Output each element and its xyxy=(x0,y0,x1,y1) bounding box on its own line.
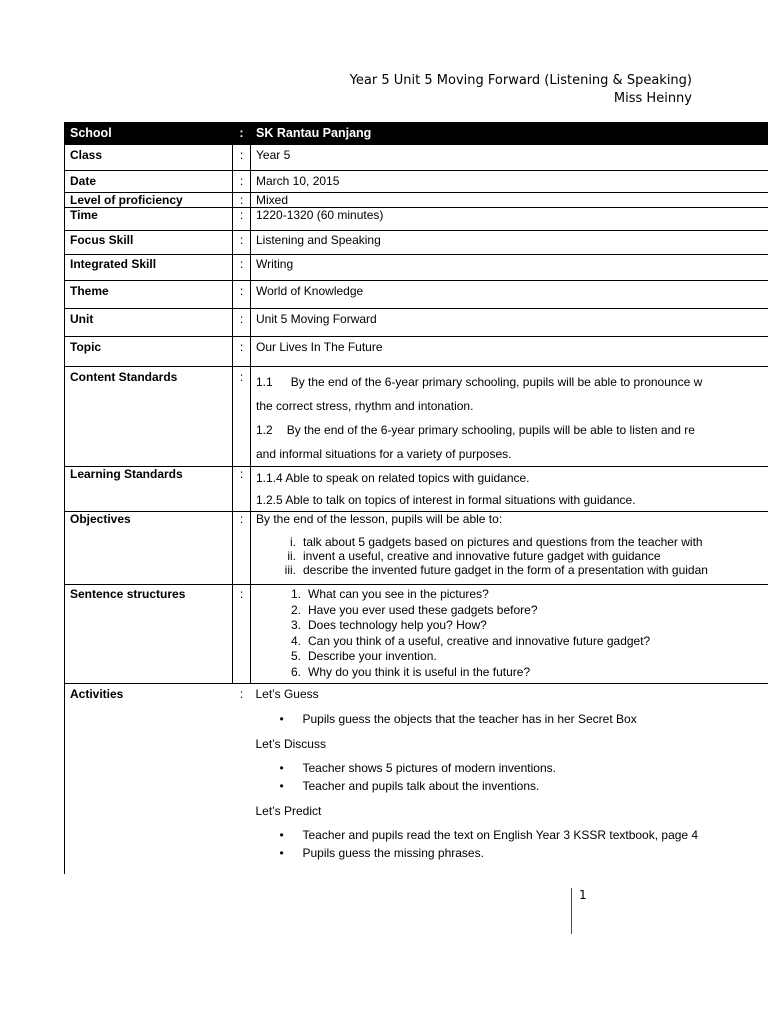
content-standard-item xyxy=(256,370,768,394)
activity-text: Teacher and pupils read the text on English Year 3 KSSR textbook, page 4 xyxy=(302,828,699,842)
document-header xyxy=(350,72,692,108)
row-colon: : xyxy=(233,684,251,874)
objectives-intro: By the end of the lesson, pupils will be able to: xyxy=(256,512,503,526)
list-marker: 2. xyxy=(290,602,301,617)
school-value: SK Rantau Panjang xyxy=(251,123,768,145)
standard-text-continued: the correct stress, rhythm and intonation. xyxy=(256,399,474,413)
activity-discuss-list xyxy=(256,759,768,795)
topic-value: Our Lives In The Future xyxy=(251,337,768,367)
row-colon: : xyxy=(233,171,251,193)
activity-guess-title: Let’s Guess xyxy=(255,687,319,701)
learning-standard-item: 1.1.4 Able to speak on related topics with guidance. xyxy=(256,471,530,485)
activity-text: Teacher and pupils talk about the inventions. xyxy=(302,779,540,793)
row-integrated-skill xyxy=(65,255,768,281)
bullet-icon: • xyxy=(279,712,284,726)
list-item xyxy=(256,665,768,681)
list-marker: 6. xyxy=(290,664,301,679)
focus-skill-value: Listening and Speaking xyxy=(251,231,768,255)
learning-standards-value xyxy=(251,467,768,512)
row-colon: : xyxy=(233,255,251,281)
row-colon: : xyxy=(233,123,251,145)
bullet-icon: • xyxy=(279,846,284,860)
unit-value: Unit 5 Moving Forward xyxy=(251,309,768,337)
sentence-text: Describe your invention. xyxy=(308,649,437,663)
row-label: Objectives xyxy=(65,512,233,585)
standard-text: By the end of the 6-year primary schooling, pupils will be able to listen and re xyxy=(286,423,695,437)
list-marker: 1. xyxy=(290,587,301,601)
list-marker: 4. xyxy=(290,633,301,648)
list-item xyxy=(256,563,768,577)
row-colon: : xyxy=(233,231,251,255)
row-objectives xyxy=(65,512,768,585)
row-learning-standards xyxy=(65,467,768,512)
row-label: School xyxy=(65,123,233,145)
list-item xyxy=(256,844,768,862)
bullet-icon: • xyxy=(279,761,284,775)
sentence-text: Why do you think it is useful in the future? xyxy=(308,664,531,679)
row-label: Topic xyxy=(65,337,233,367)
list-marker: iii. xyxy=(284,563,296,577)
activity-discuss-title: Let’s Discuss xyxy=(255,737,326,751)
row-colon: : xyxy=(233,467,251,512)
content-standard-item xyxy=(256,418,768,442)
sentence-text: Can you think of a useful, creative and innovative future gadget? xyxy=(308,633,651,648)
activity-guess-list xyxy=(256,710,768,728)
list-marker: ii. xyxy=(287,549,296,563)
objective-text: describe the invented future gadget in the form of a presentation with guidan xyxy=(303,563,708,577)
proficiency-value: Mixed xyxy=(251,193,768,208)
row-date xyxy=(65,171,768,193)
objectives-value xyxy=(251,512,768,585)
sentence-text: Have you ever used these gadgets before? xyxy=(308,602,538,617)
row-label: Time xyxy=(65,208,233,231)
list-item xyxy=(256,710,768,728)
list-item xyxy=(256,535,768,549)
list-item xyxy=(256,603,768,619)
lesson-plan-table xyxy=(64,122,768,874)
row-proficiency xyxy=(65,193,768,208)
row-colon: : xyxy=(233,281,251,309)
content-standards-value xyxy=(251,367,768,467)
row-theme xyxy=(65,281,768,309)
theme-value: World of Knowledge xyxy=(251,281,768,309)
sentence-structures-value xyxy=(251,585,768,684)
row-colon: : xyxy=(233,367,251,467)
row-label: Sentence structures xyxy=(65,585,233,684)
row-school xyxy=(65,123,768,145)
row-label: Theme xyxy=(65,281,233,309)
row-label: Focus Skill xyxy=(65,231,233,255)
activities-value xyxy=(251,684,768,874)
row-label: Date xyxy=(65,171,233,193)
row-label: Content Standards xyxy=(65,367,233,467)
row-activities xyxy=(65,684,768,874)
activity-predict-list xyxy=(256,826,768,862)
date-value: March 10, 2015 xyxy=(251,171,768,193)
objective-text: talk about 5 gadgets based on pictures and questions from the teacher with xyxy=(303,535,703,549)
sentence-text: Does technology help you? How? xyxy=(308,618,487,632)
bullet-icon: • xyxy=(279,828,284,842)
activity-text: Pupils guess the missing phrases. xyxy=(302,846,484,860)
list-item xyxy=(256,826,768,844)
standard-text-continued: and informal situations for a variety of purposes. xyxy=(256,447,512,461)
sentence-text: What can you see in the pictures? xyxy=(308,587,489,601)
integrated-skill-value: Writing xyxy=(251,255,768,281)
bullet-icon: • xyxy=(279,779,284,793)
row-class xyxy=(65,145,768,171)
row-sentence-structures xyxy=(65,585,768,684)
row-focus-skill xyxy=(65,231,768,255)
activity-text: Pupils guess the objects that the teacher has in her Secret Box xyxy=(302,712,637,726)
list-item xyxy=(256,759,768,777)
standard-number: 1.1 xyxy=(256,375,273,389)
row-label: Class xyxy=(65,145,233,171)
class-value: Year 5 xyxy=(251,145,768,171)
list-item xyxy=(256,777,768,795)
activity-predict-title: Let’s Predict xyxy=(255,804,322,818)
list-item xyxy=(256,618,768,634)
row-colon: : xyxy=(233,585,251,684)
row-colon: : xyxy=(233,309,251,337)
list-marker: 3. xyxy=(290,618,301,632)
list-item xyxy=(256,649,768,665)
row-colon: : xyxy=(233,208,251,231)
objectives-list xyxy=(256,535,768,577)
row-label: Activities xyxy=(65,684,233,874)
row-label: Unit xyxy=(65,309,233,337)
list-item xyxy=(256,549,768,563)
list-item xyxy=(256,634,768,650)
objective-text: invent a useful, creative and innovative future gadget with guidance xyxy=(303,549,661,563)
row-time xyxy=(65,208,768,231)
row-label: Level of proficiency xyxy=(65,193,233,208)
teacher-name: Miss Heinny xyxy=(613,91,692,106)
standard-text: By the end of the 6-year primary schooling, pupils will be able to pronounce w xyxy=(290,375,703,389)
row-label: Learning Standards xyxy=(65,467,233,512)
time-value: 1220-1320 (60 minutes) xyxy=(251,208,768,231)
page-number: 1 xyxy=(571,888,587,934)
list-marker: 5. xyxy=(290,649,301,663)
sentence-list xyxy=(256,587,768,680)
list-marker: i. xyxy=(290,535,296,549)
row-topic xyxy=(65,337,768,367)
row-colon: : xyxy=(233,193,251,208)
row-content-standards xyxy=(65,367,768,467)
standard-number: 1.2 xyxy=(256,423,273,437)
learning-standard-item: 1.2.5 Able to talk on topics of interest in formal situations with guidance. xyxy=(256,493,636,507)
row-colon: : xyxy=(233,512,251,585)
row-colon: : xyxy=(233,337,251,367)
row-label: Integrated Skill xyxy=(65,255,233,281)
activity-text: Teacher shows 5 pictures of modern inventions. xyxy=(302,761,556,775)
list-item xyxy=(256,587,768,603)
row-colon: : xyxy=(233,145,251,171)
row-unit xyxy=(65,309,768,337)
lesson-title: Year 5 Unit 5 Moving Forward (Listening & Speaking) xyxy=(349,73,692,88)
